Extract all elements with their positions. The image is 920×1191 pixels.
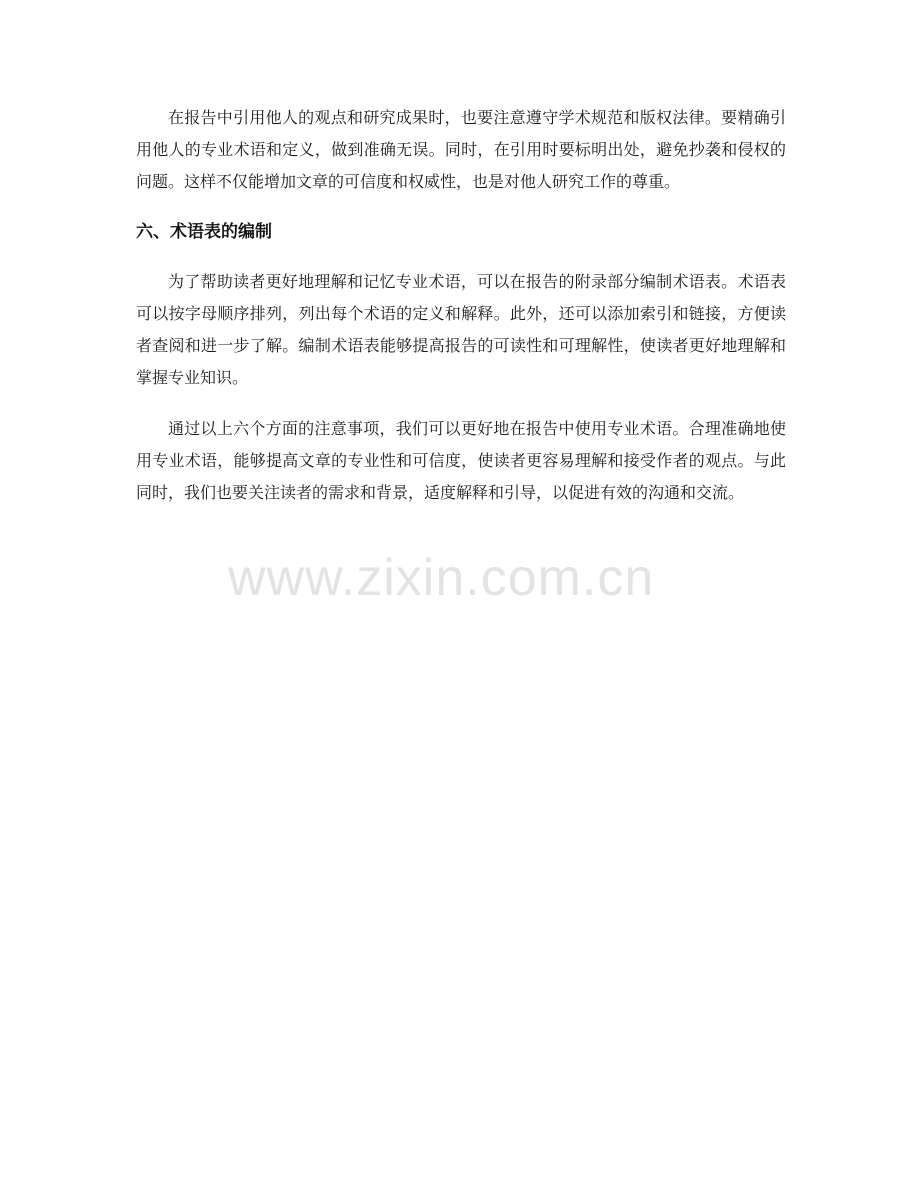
paragraph-conclusion: 通过以上六个方面的注意事项，我们可以更好地在报告中使用专业术语。合理准确地使用专业术语，能够提高文章的专业性和可信度，使读者更容易理解和接受作者的观点。与此同时，我们也要关注读者的需求和背景，适度解释和引导，以促进有效的沟通和交流。 (136, 419, 786, 502)
document-body (136, 102, 786, 509)
paragraph-glossary: 为了帮助读者更好地理解和记忆专业术语，可以在报告的附录部分编制术语表。术语表可以按字母顺序排列，列出每个术语的定义和解释。此外，还可以添加索引和链接，方便读者查阅和进一步了解。编制术语表能够提高报告的可读性和可理解性，使读者更好地理解和掌握专业知识。 (136, 272, 786, 387)
paragraph-citation-norms: 在报告中引用他人的观点和研究成果时，也要注意遵守学术规范和版权法律。要精确引用他人的专业术语和定义，做到准确无误。同时，在引用时要标明出处，避免抄袭和侵权的问题。这样不仅能增加文章的可信度和权威性，也是对他人研究工作的尊重。 (136, 108, 786, 191)
section-heading-glossary: 六、术语表的编制 (136, 222, 272, 242)
watermark-text: www.zixin.com.cn (228, 549, 655, 607)
